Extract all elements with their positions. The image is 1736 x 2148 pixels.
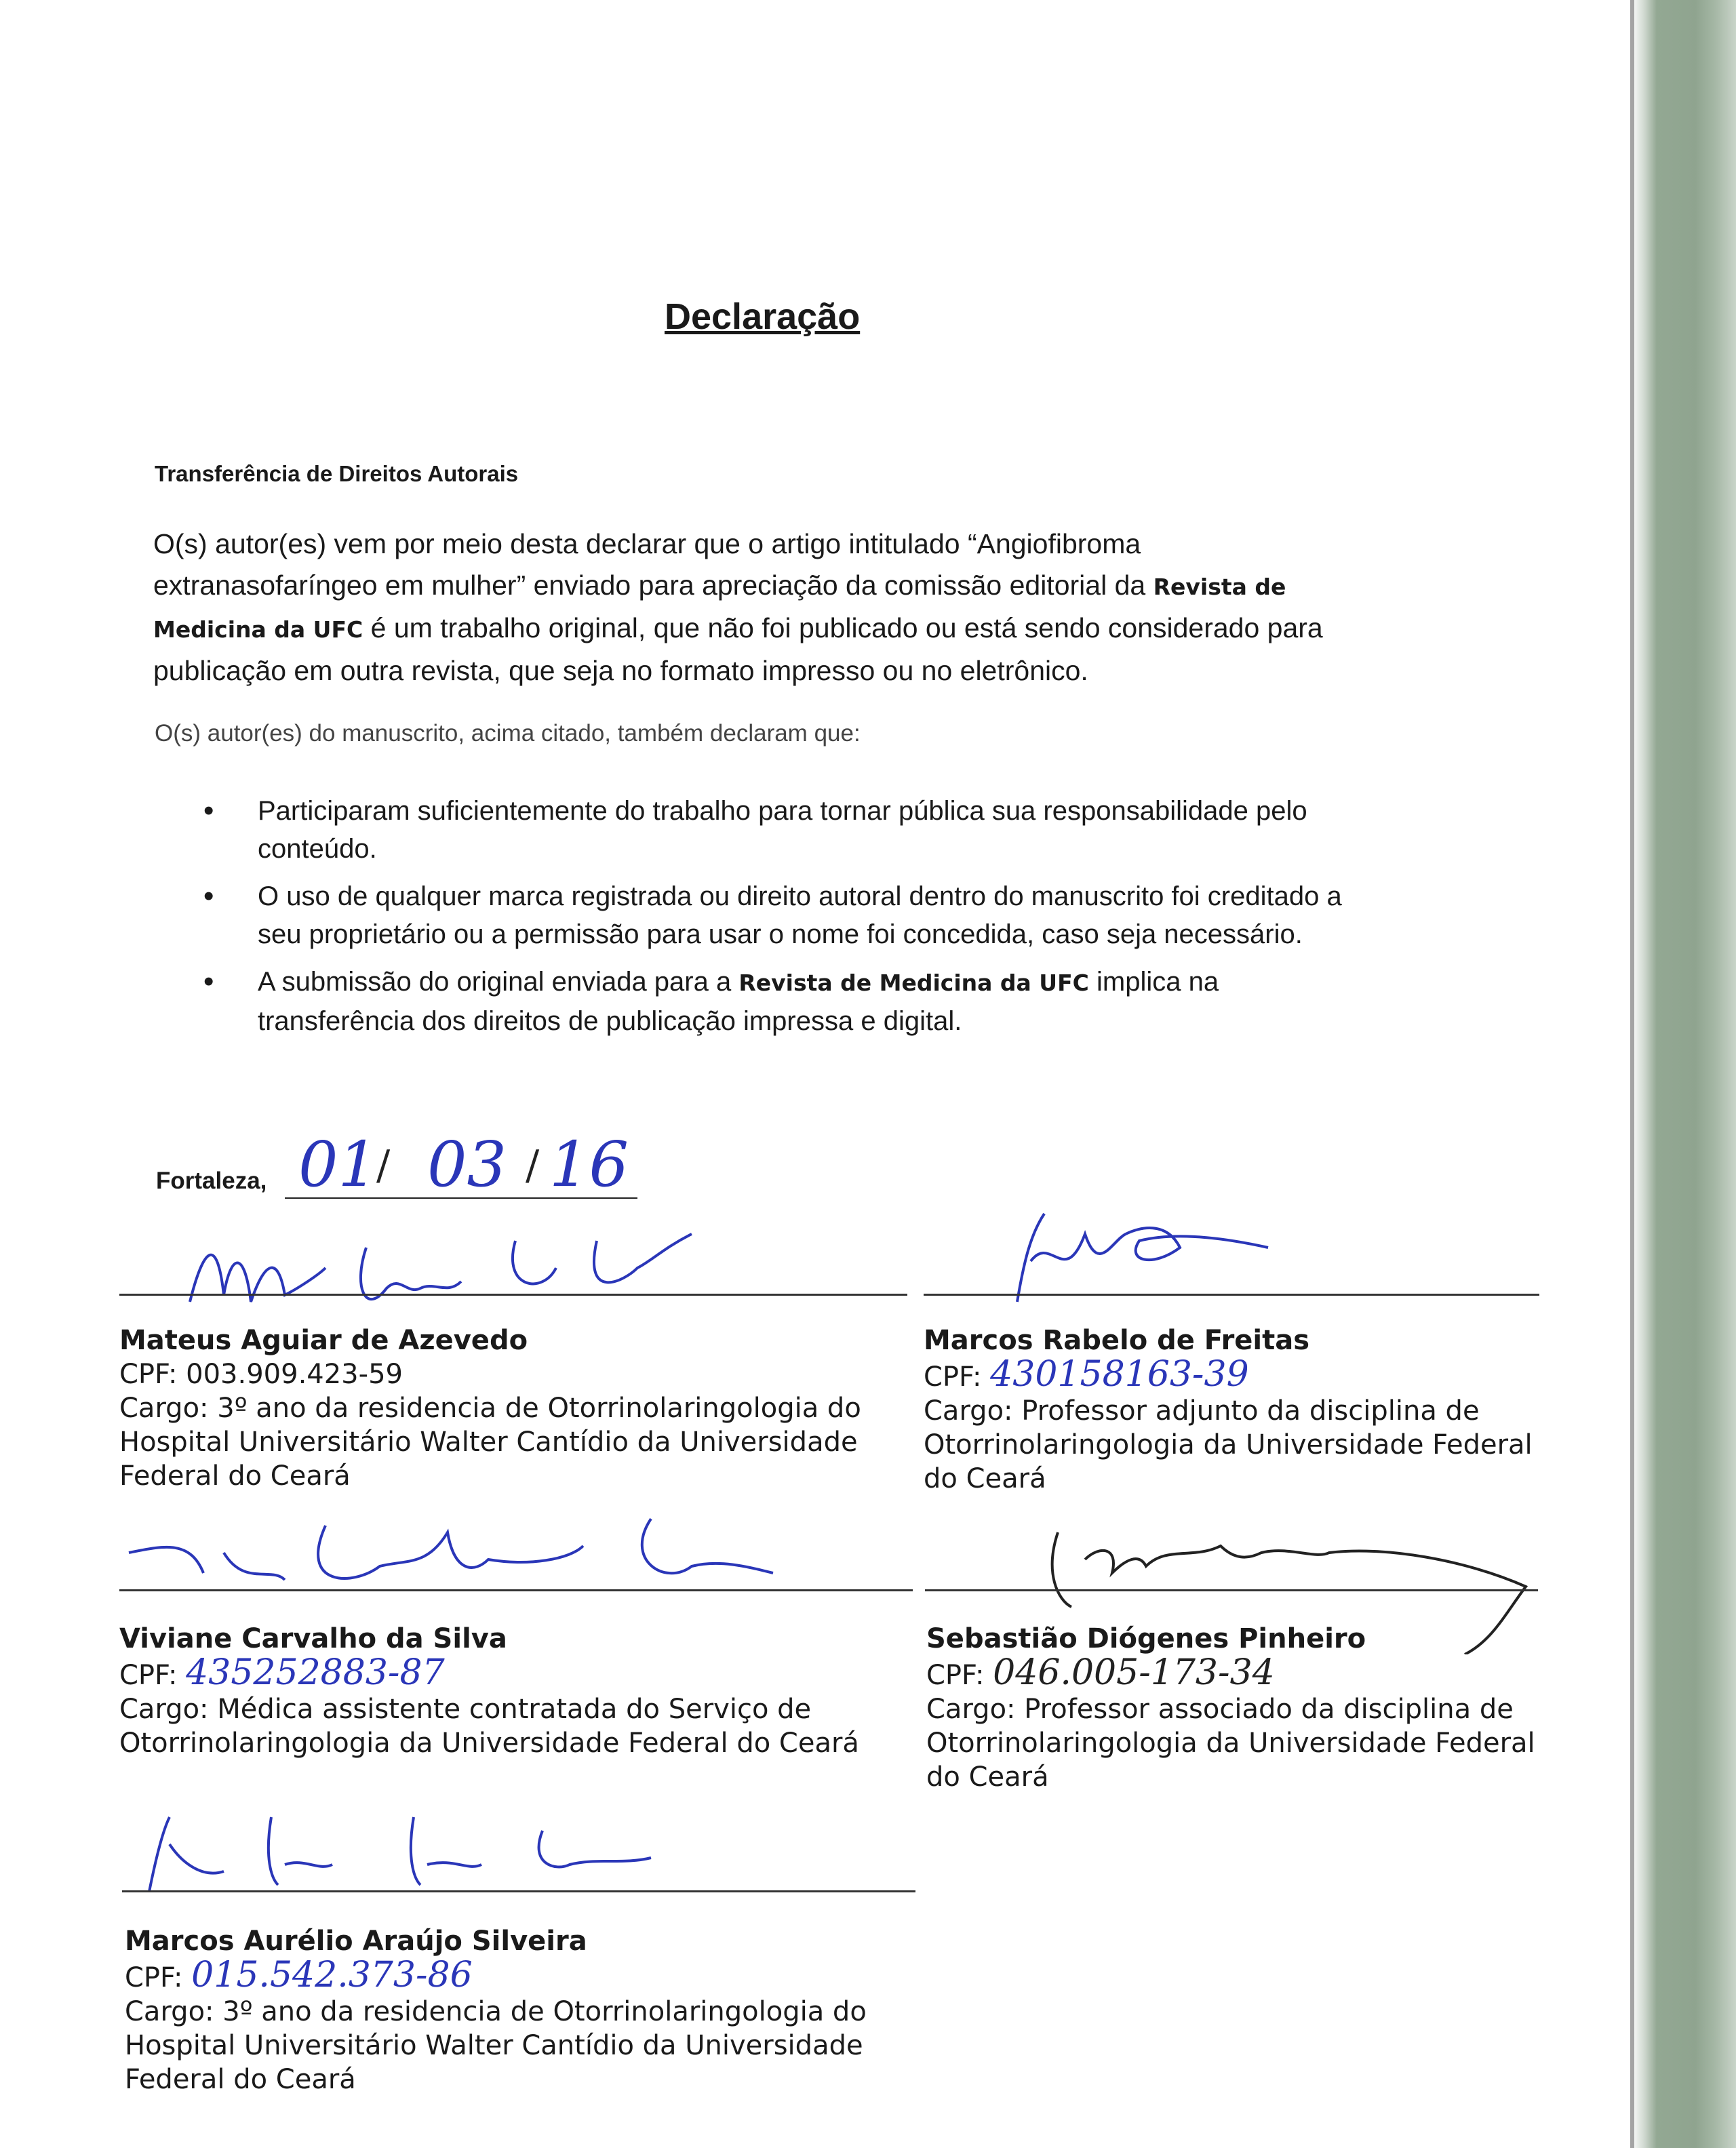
- cpf-label: CPF:: [926, 1660, 985, 1691]
- signatory-1: [119, 1324, 920, 1493]
- declaration-list: [203, 792, 1370, 1050]
- signatory-name: Marcos Rabelo de Freitas: [924, 1325, 1310, 1356]
- signatory-name: Marcos Aurélio Araújo Silveira: [125, 1926, 587, 1957]
- signatory-name: Sebastião Diógenes Pinheiro: [926, 1623, 1366, 1654]
- cpf-value: 015.542.373-86: [191, 1955, 473, 1995]
- cpf-row: [125, 1955, 939, 1995]
- signatory-2: [924, 1324, 1561, 1496]
- signatory-name: Viviane Carvalho da Silva: [119, 1623, 507, 1654]
- signatory-role: Cargo: Professor adjunto da disciplina de Otorrinolaringologia da Universidade Federal do Ceará: [924, 1395, 1533, 1494]
- signatory-role: Cargo: 3º ano da residencia de Otorrinolaringologia do Hospital Universitário Walter Cantídio da Universidade Federal do Ceará: [125, 1996, 867, 2095]
- cpf-row: [119, 1652, 933, 1693]
- signatory-name: Mateus Aguiar de Azevedo: [119, 1325, 528, 1356]
- cpf-value: 046.005-173-34: [993, 1652, 1275, 1693]
- cpf-label: CPF:: [119, 1359, 178, 1390]
- signatory-5: [125, 1924, 939, 2096]
- scan-edge: [1634, 0, 1736, 2148]
- signatory-role: Cargo: 3º ano da residencia de Otorrinolaringologia do Hospital Universitário Walter Cantídio da Universidade Federal do Ceará: [119, 1393, 861, 1492]
- declaration-intro: O(s) autor(es) do manuscrito, acima citado, também declaram que:: [155, 720, 861, 747]
- document-title: Declaração: [665, 296, 861, 337]
- date-day: 01: [298, 1128, 378, 1201]
- signature-line: [119, 1589, 913, 1591]
- list-item: [203, 792, 1370, 868]
- list-item: [203, 877, 1370, 953]
- section-subtitle: Transferência de Direitos Autorais: [155, 461, 519, 486]
- signatory-role: Cargo: Professor associado da disciplina de Otorrinolaringologia da Universidade Federal do Ceará: [926, 1694, 1535, 1793]
- date-month: 03: [427, 1128, 507, 1201]
- cpf-row: [119, 1357, 920, 1391]
- scan-edge-shadow: [1630, 0, 1634, 2148]
- signature-line: [925, 1589, 1538, 1591]
- bullet-text: implica na transferência dos direitos de publicação impressa e digital.: [258, 967, 1219, 1036]
- signature-line: [924, 1294, 1539, 1296]
- intro-text-1: O(s) autor(es) vem por meio desta declarar que o artigo intitulado “Angiofibroma extranasofaríngeo em mulher” enviado para apreciação da comissão editorial da: [153, 528, 1146, 601]
- cpf-label: CPF:: [125, 1962, 183, 1993]
- signature-3: [108, 1492, 787, 1641]
- bullet-text: A submissão do original enviada para a: [258, 967, 732, 997]
- signatory-4: [926, 1622, 1564, 1794]
- cpf-row: [924, 1354, 1561, 1395]
- signatory-3: [119, 1622, 933, 1760]
- cpf-value: 435252883-87: [186, 1652, 445, 1693]
- cpf-value: 003.909.423-59: [186, 1359, 403, 1390]
- cpf-label: CPF:: [924, 1361, 982, 1393]
- bullet-text: Participaram suficientemente do trabalho para tornar pública sua responsabilidade pelo conteúdo.: [258, 796, 1307, 864]
- signature-line: [119, 1294, 907, 1296]
- date-separator: /: [376, 1142, 391, 1189]
- place-label: Fortaleza,: [156, 1168, 267, 1194]
- intro-paragraph: [153, 523, 1347, 692]
- cpf-row: [926, 1652, 1564, 1693]
- cpf-value: 430158163-39: [990, 1354, 1249, 1395]
- signatory-role: Cargo: Médica assistente contratada do Serviço de Otorrinolaringologia da Universidade Federal do Ceará: [119, 1694, 859, 1759]
- list-item: [203, 963, 1370, 1040]
- journal-name: Revista de Medicina da UFC: [153, 574, 1286, 643]
- intro-text-2: é um trabalho original, que não foi publicado ou está sendo considerado para publicação em outra revista, que seja no formato impresso ou no eletrônico.: [153, 612, 1323, 686]
- date-separator: /: [526, 1142, 540, 1189]
- signature-2: [949, 1193, 1302, 1322]
- signature-line: [122, 1890, 915, 1892]
- signature-1: [163, 1207, 719, 1342]
- date-year: 16: [549, 1128, 629, 1201]
- cpf-label: CPF:: [119, 1660, 178, 1691]
- journal-name: Revista de Medicina da UFC: [738, 970, 1089, 996]
- bullet-text: O uso de qualquer marca registrada ou direito autoral dentro do manuscrito foi creditado a seu proprietário ou a permissão para usar o nome foi concedida, caso seja necessário.: [258, 881, 1342, 949]
